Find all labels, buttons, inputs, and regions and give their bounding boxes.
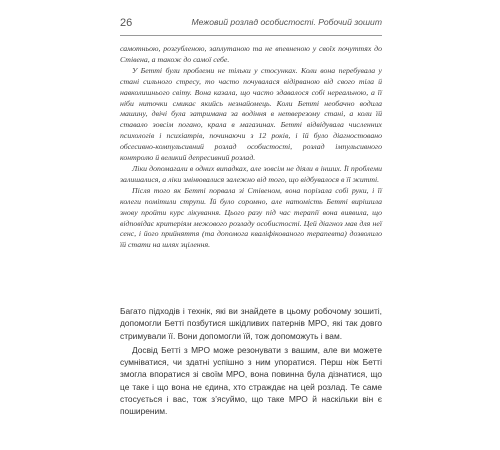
case-study-paragraph: У Бетті були проблеми не тільки у стосунках. Коли вона перебувала у стані сильного стресу, то часто почувалася відірваною від свого тіла й навколишнього світу. Вона казала, що часто здавалося собі нереальною, а її ніби ниточки смикає якийсь незнайомець. Коли Бетті необачно водила машину, двічі була затримана за водіння в нетверезому стані, а коли їй ставало зовсім погано, крала в магазинах. Бетті відвідувала численних психологів і психіатрів, починаючи з 12 років, і їй було діагностовано обсесивно-компульсивний розлад особистості, розлад імпульсивного контролю й великий депресивний розлад. [120,65,382,163]
header-rule [120,35,382,36]
case-study-paragraph: Ліки допомагали в одних випадках, але зовсім не діяли в інших. Її проблеми залишалися, а ліки змінювалися залежно від того, що відбувалося в її житті. [120,163,382,184]
case-study-paragraph: самотньою, розгубленою, заплутаною та не впевненою у своїх почуттях до Стівена, а також до самої себе. [120,44,382,64]
page-header [120,14,382,36]
body-paragraph: Досвід Бетті з МРО може резонувати з вашим, але ви можете сумніватися, чи здатні успішно з ним упоратися. Перш ніж Бетті змогла впоратися зі своїм МРО, вона повинна була дізнатися, що це таке і що вона не єдина, хто страждає на цей розлад. Те саме стосується і вас, тож з’ясуймо, що таке МРО й наскільки він є поширеним. [120,344,382,417]
main-body-text [120,305,382,420]
running-title: Межовий розлад особистості. Робочий зошит [191,17,382,27]
case-study-text [120,44,382,251]
case-study-paragraph: Після того як Бетті порвала зі Стівеном, вона порізала собі руки, і її колеги помітили струпи. Їй було соромно, але натомість Бетті вирішила знову пройти курс лікування. Цього разу під час терапії вона виявила, що відповідає критеріям межового розладу особистості. Цей діагноз мав для неї сенс, і його прийняття (та допомога кваліфікованого терапевта) дозволило їй стати на шлях зцілення. [120,185,382,250]
body-paragraph: Багато підходів і технік, які ви знайдете в цьому робочому зошиті, допомогли Бетті позбутися шкідливих патернів МРО, які так довго стримували її. Вони допомогли їй, тож допоможуть і вам. [120,306,382,341]
page-number: 26 [120,17,133,29]
